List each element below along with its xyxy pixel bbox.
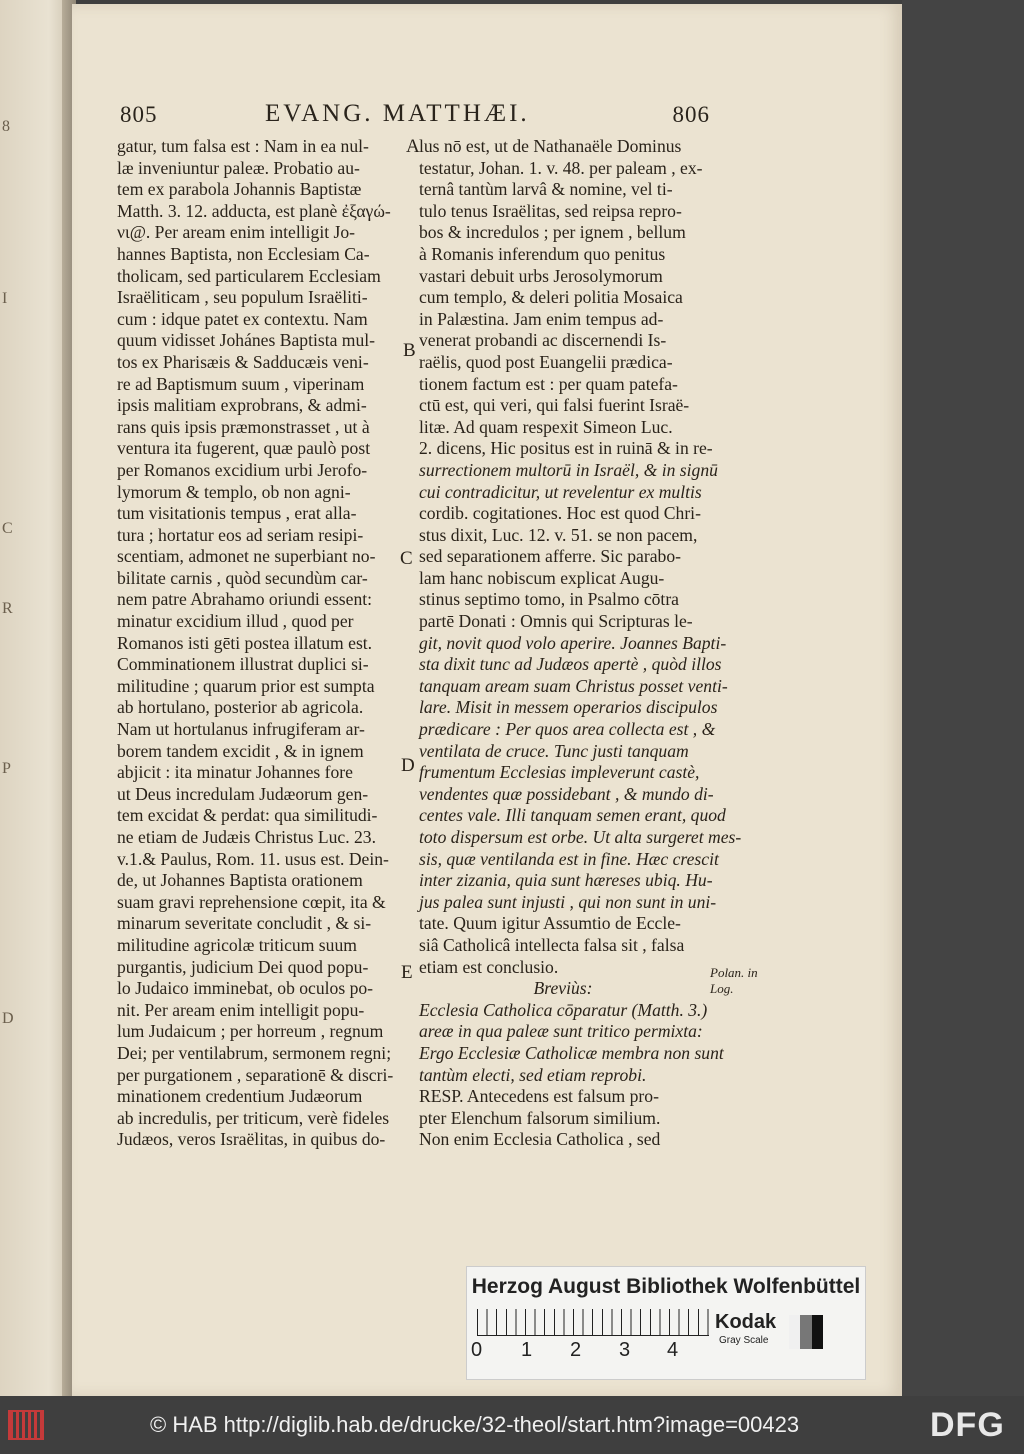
text-line: re ad Baptismum suum , viperinam <box>117 373 365 394</box>
text-line: Romanos isti gēti postea illatum est. <box>117 632 373 653</box>
text-line: ventilata de cruce. Tunc justi tanquam <box>419 740 689 761</box>
card-title: Herzog August Bibliothek Wolfenbüttel <box>471 1275 861 1298</box>
text-line: militudine ; quarum prior est sumpta <box>117 675 375 696</box>
ruler-number: 4 <box>667 1339 679 1361</box>
footer-bar <box>0 1396 1024 1454</box>
text-line: minatur excidium illud , quod per <box>117 611 354 632</box>
text-line: tate. Quum igitur Assumtio de Eccle- <box>419 913 681 934</box>
gray-swatch <box>812 1315 823 1349</box>
edge-text: D <box>2 1010 14 1027</box>
text-line: læ inveniuntur paleæ. Probatio au- <box>117 157 360 178</box>
gray-swatch <box>800 1315 811 1349</box>
text-line: ipsis malitiam exprobrans, & admi- <box>117 395 367 416</box>
footer-url-link[interactable]: © HAB http://diglib.hab.de/drucke/32-theol/start.htm?image=00423 <box>150 1412 800 1437</box>
page-header <box>120 100 710 134</box>
text-line: Breviùs: <box>533 978 593 999</box>
running-title: EVANG. MATTHÆI. <box>265 100 530 127</box>
text-line: ab hortulano, posterior ab agricola. <box>117 697 364 718</box>
text-line: purgantis, judicium Dei quod popu- <box>117 956 369 977</box>
text-line: minationem credentium Judæorum <box>117 1086 363 1107</box>
text-line: testatur, Johan. 1. v. 48. per paleam , ex- <box>419 157 703 178</box>
text-line: tionem factum est : per quam patefa- <box>419 373 678 394</box>
text-line: per Romanos excidium urbi Jerofo- <box>117 459 368 480</box>
text-line: areæ in qua paleæ sunt tritico permixta: <box>419 1021 703 1042</box>
hab-logo-icon <box>8 1410 44 1440</box>
text-line: tos ex Pharisæis & Sadducæis veni- <box>117 351 369 372</box>
section-letter-d: D <box>401 755 415 776</box>
text-line: tholicam, sed particularem Ecclesiam <box>117 265 381 286</box>
text-line: νι@. Per aream enim intelligit Jo- <box>117 222 356 243</box>
text-line: RESP. Antecedens est falsum pro- <box>419 1086 659 1107</box>
text-line: suam gravi reprehensione cœpit, ita & <box>117 891 386 912</box>
marginal-note-line: Log. <box>710 981 734 996</box>
text-line: rans quis ipsis præmonstrasset , ut à <box>117 416 370 437</box>
text-line: sta dixit tunc ad Judæos apertè , quòd illos <box>419 654 722 675</box>
text-line: borem tandem excidit , & in ignem <box>117 740 364 761</box>
text-line: gatur, tum falsa est : Nam in ea nul- <box>117 136 369 156</box>
text-line: militudine agricolæ triticum suum <box>117 934 357 955</box>
text-line: toto dispersum est orbe. Ut alta surgeret mes- <box>419 827 742 847</box>
text-line: cum : idque patet ex contextu. Nam <box>117 308 368 329</box>
text-line: inter zizania, quia sunt hæreses ubiq. Hu- <box>419 870 713 891</box>
kodak-label: Kodak <box>715 1311 777 1333</box>
color-reference-card <box>466 1266 866 1380</box>
text-line: à Romanis inferendum quo penitus <box>419 243 666 264</box>
text-line: ut Deus incredulam Judæorum gen- <box>117 783 369 804</box>
text-line: siâ Catholicâ intellecta falsa sit , falsa <box>419 934 685 955</box>
text-column-left <box>117 136 399 1151</box>
text-line: tanquam aream suam Christus posset venti- <box>419 675 728 696</box>
text-line: per purgationem , separationē & discri- <box>117 1064 394 1085</box>
text-line: quum vidisset Johánes Baptista mul- <box>117 330 376 351</box>
gray-scale-label: Gray Scale <box>719 1335 769 1346</box>
previous-page-edge <box>0 0 70 1396</box>
text-line: Nam ut hortulanus infrugiferam ar- <box>117 719 365 740</box>
edge-text: C <box>2 520 13 537</box>
text-line: cui contradicitur, ut revelentur ex multis <box>419 481 702 502</box>
text-line: tulo tenus Israëlitas, sed reipsa repro- <box>419 200 682 221</box>
gray-swatch <box>789 1315 800 1349</box>
text-line: prædicare : Per quos area collecta est , & <box>419 719 716 740</box>
text-line: frumentum Ecclesias impleverunt castè, <box>419 762 700 783</box>
text-line: lam hanc nobiscum explicat Augu- <box>419 567 665 588</box>
text-line: minarum severitate concludit , & si- <box>117 913 372 934</box>
text-line: nit. Per aream enim intelligit popu- <box>117 999 365 1020</box>
text-line: sed separationem afferre. Sic parabo- <box>419 546 681 567</box>
text-line: lare. Misit in messem operarios discipulos <box>419 697 718 718</box>
text-line: stinus septimo tomo, in Psalmo cōtra <box>419 589 679 610</box>
text-line: git, novit quod volo aperire. Joannes Bapti- <box>419 632 727 653</box>
text-line: ne etiam de Judæis Christus Luc. 23. <box>117 827 376 847</box>
text-line: abjicit : ita minatur Johannes fore <box>117 762 353 783</box>
text-line: litæ. Ad quam respexit Simeon Luc. <box>419 416 673 437</box>
text-line: vastari debuit urbs Jerosolymorum <box>419 265 663 286</box>
text-line: v.1.& Paulus, Rom. 11. usus est. Dein- <box>117 848 389 869</box>
section-letter-c: C <box>400 548 413 569</box>
marginal-note <box>710 965 758 997</box>
text-line: cum templo, & deleri politia Mosaica <box>419 287 683 308</box>
text-line: 2. dicens, Hic positus est in ruinā & in re- <box>419 438 713 459</box>
text-line: de, ut Johannes Baptista orationem <box>117 870 363 891</box>
edge-text: R <box>2 600 13 617</box>
text-line: venerat probandi ac discernendi Is- <box>419 330 667 351</box>
text-line: Ergo Ecclesiæ Catholicæ membra non sunt <box>419 1042 724 1063</box>
edge-text: I <box>2 290 8 307</box>
text-line: nem patre Abrahamo oriundi essent: <box>117 589 373 610</box>
text-line: Matth. 3. 12. adducta, est planè ἐξαγώ- <box>117 200 391 221</box>
text-line: tura ; hortatur eos ad seriam resipi- <box>117 524 364 545</box>
text-line: lymorum & templo, ob non agni- <box>117 481 351 502</box>
text-line: tem ex parabola Johannis Baptistæ <box>117 179 362 200</box>
section-letter-e: E <box>401 962 413 983</box>
ruler-number: 3 <box>619 1339 631 1361</box>
text-line: tantùm electi, sed etiam reprobi. <box>419 1064 647 1085</box>
text-line: Judæos, veros Israëlitas, in quibus do- <box>117 1129 386 1150</box>
text-line: ab incredulis, per triticum, verè fideles <box>117 1107 390 1128</box>
text-line: bos & incredulos ; per ignem , bellum <box>419 222 686 243</box>
text-line: hannes Baptista, non Ecclesiam Ca- <box>117 243 370 264</box>
text-line: cordib. cogitationes. Hoc est quod Chri- <box>419 503 701 524</box>
section-letter-b: B <box>403 340 416 361</box>
gray-scale-swatches <box>789 1315 823 1349</box>
text-line: ventura ita fugerent, quæ paulò post <box>117 438 371 459</box>
ruler-number: 2 <box>570 1339 582 1361</box>
section-letter-a: A <box>406 136 420 157</box>
ruler-number: 1 <box>521 1339 533 1361</box>
text-line: in Palæstina. Jam enim tempus ad- <box>419 308 664 329</box>
ruler-number: 0 <box>471 1339 483 1361</box>
text-line: ctū est, qui veri, qui falsi fuerint Israë- <box>419 395 690 416</box>
ruler-scale <box>477 1309 709 1336</box>
edge-text: P <box>2 760 11 777</box>
text-line: Non enim Ecclesia Catholica , sed <box>419 1129 661 1150</box>
text-line: pter Elenchum falsorum similium. <box>419 1107 661 1128</box>
page-number-left: 805 <box>120 102 158 127</box>
text-line: tum visitationis tempus , erat alla- <box>117 503 357 524</box>
text-line: partē Donati : Omnis qui Scripturas le- <box>419 611 693 632</box>
text-line: Ecclesia Catholica cōparatur (Matth. 3.) <box>419 999 708 1020</box>
text-line: Israëliticam , seu populum Israëliti- <box>117 287 368 308</box>
text-line: stus dixit, Luc. 12. v. 51. se non pacem, <box>419 524 698 545</box>
page-number-right: 806 <box>672 102 710 127</box>
edge-text: 8 <box>2 118 10 135</box>
text-line: Comminationem illustrat duplici si- <box>117 654 369 675</box>
text-line: lus nō est, ut de Nathanaële Dominus <box>419 136 682 156</box>
text-line: raëlis, quod post Euangelii prædica- <box>419 351 673 372</box>
scan-background <box>902 0 1024 1396</box>
text-line: Dei; per ventilabrum, sermonem regni; <box>117 1042 392 1063</box>
text-line: centes vale. Illi tanquam semen erant, quod <box>419 805 726 826</box>
text-line: surrectionem multorū in Israël, & in signū <box>419 459 718 480</box>
text-line: jus palea sunt injusti , qui non sunt in uni- <box>419 891 717 912</box>
text-line: lum Judaicum ; per horreum , regnum <box>117 1021 384 1042</box>
dfg-logo: DFG <box>930 1406 1005 1444</box>
text-line: tem excidat & perdat: qua similitudi- <box>117 805 378 826</box>
marginal-note-line: Polan. in <box>710 965 758 980</box>
text-line: scentiam, admonet ne superbiant no- <box>117 546 376 567</box>
text-line: etiam est conclusio. <box>419 956 559 977</box>
text-line: sis, quæ ventilanda est in fine. Hæc crescit <box>419 848 719 869</box>
text-line: ternâ tantùm larvâ & nomine, vel ti- <box>419 179 673 200</box>
text-line: lo Judaico imminebat, ob oculos po- <box>117 978 374 999</box>
text-line: bilitate carnis , quòd secundùm car- <box>117 567 368 588</box>
text-line: vendentes quæ possidebant , & mundo di- <box>419 783 714 804</box>
